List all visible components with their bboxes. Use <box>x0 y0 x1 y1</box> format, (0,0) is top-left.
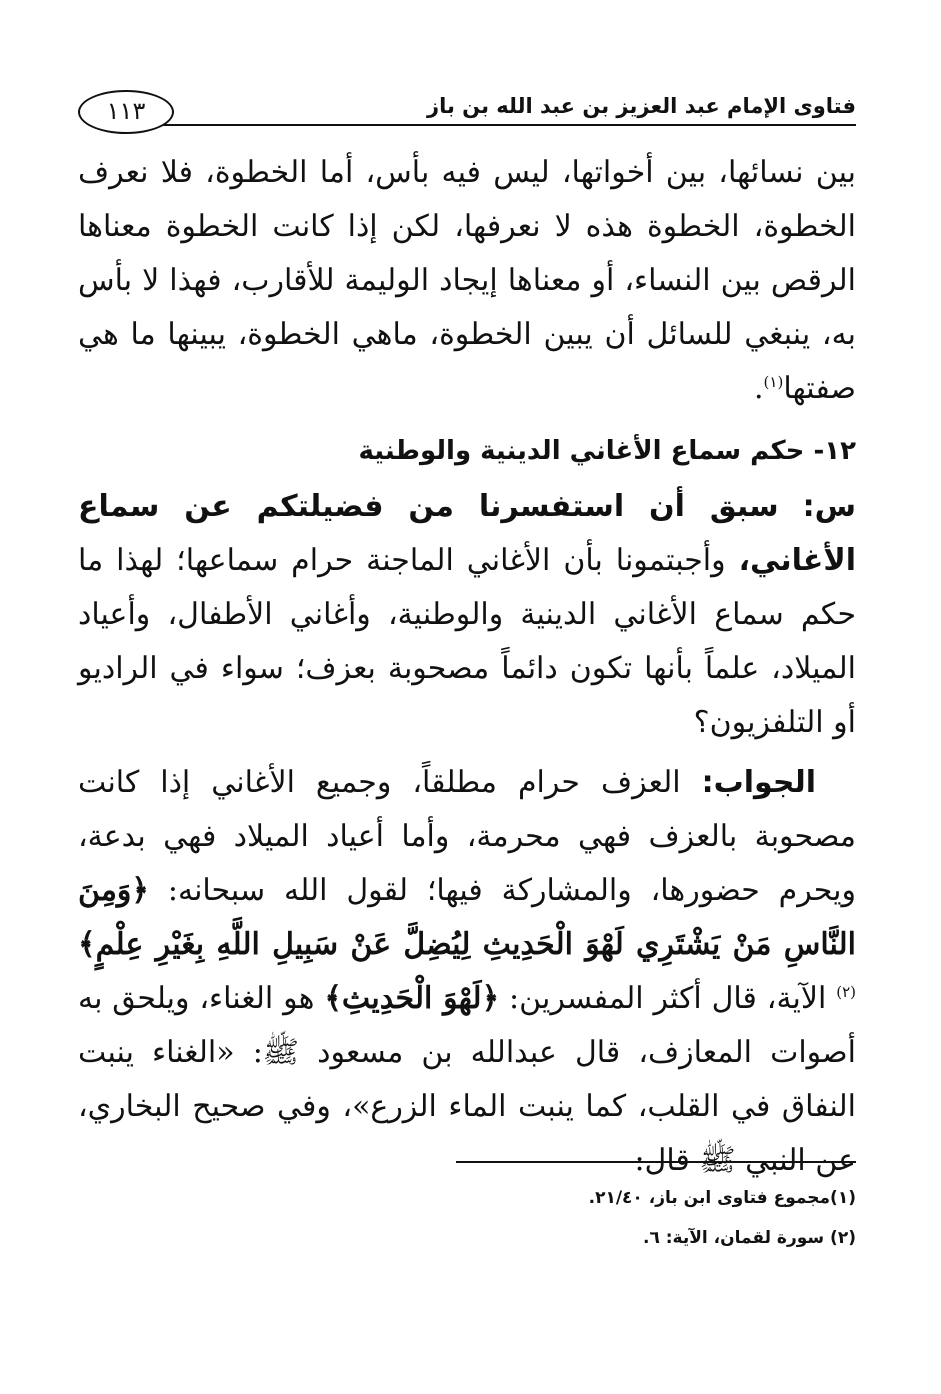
answer-label: الجواب: <box>701 765 816 800</box>
answer-paragraph <box>78 756 856 1188</box>
footnote-2: (٢) سورة لقمان، الآية: ٦. <box>642 1228 856 1248</box>
book-title: فتاوى الإمام عبد العزيز بن عبد الله بن باز <box>427 94 856 118</box>
page-number: ١١٣ <box>78 90 174 134</box>
question-strong: سبق أن استفسرنا من فضيلتكم عن سماع الأغاني، <box>78 489 856 578</box>
header-rule <box>150 124 856 126</box>
section-heading: ١٢- حكم سماع الأغاني الدينية والوطنية <box>358 436 856 466</box>
intro-text: بين نسائها، بين أخواتها، ليس فيه بأس، أما الخطوة، فلا نعرف الخطوة، الخطوة هذه لا نعرفها، لكن إذا كانت الخطوة معناها الرقص بين النساء، أو معناها إيجاد الوليمة للأقارب، فهذا لا بأس به، ينبغي للسائل أن يبين الخطوة، ماهي الخطوة، يبينها ما هي صفتها <box>78 155 856 406</box>
page-header <box>78 90 856 140</box>
answer-part-3: هو الغناء، ويلحق به أصوات المعازف، قال عبدالله بن مسعود ﷺ: «الغناء ينبت النفاق في القلب، كما ينبت الماء الزرع»، وفي صحيح البخاري، عن النبي ﷺ قال: <box>78 981 856 1178</box>
answer-part-1: العزف حرام مطلقاً، وجميع الأغاني إذا كانت مصحوبة بالعزف فهي محرمة، وأما أعياد الميلاد فهي بدعة، ويحرم حضورها، والمشاركة فيها؛ لقول الله سبحانه: <box>78 765 856 908</box>
question-label: س: <box>802 489 856 524</box>
quran-verse: ﴿وَمِنَ النَّاسِ مَنْ يَشْتَرِي لَهْوَ الْحَدِيثِ لِيُضِلَّ عَنْ سَبِيلِ اللَّهِ بِغَيْرِ عِلْمٍ﴾ <box>78 873 856 962</box>
footnote-rule <box>456 1161 856 1163</box>
intro-paragraph <box>78 146 856 416</box>
question-paragraph <box>78 480 856 750</box>
question-rest: وأجبتمونا بأن الأغاني الماجنة حرام سماعها؛ لهذا ما حكم سماع الأغاني الدينية والوطنية، وأغاني الأطفال، وأعياد الميلاد، علماً بأنها تكون دائماً مصحوبة بعزف؛ سواء في الراديو أو التلفزيون؟ <box>78 543 856 740</box>
footnote-1: (١)مجموع فتاوى ابن باز، ٢١/٤٠. <box>588 1188 856 1208</box>
page-body <box>78 146 856 1188</box>
footnotes <box>156 1178 856 1258</box>
footnote-ref-2: (٢) <box>836 983 856 1001</box>
quran-phrase: ﴿لَهْوَ الْحَدِيثِ﴾ <box>324 981 500 1016</box>
intro-end: . <box>754 371 764 406</box>
footnote-ref-1: (١) <box>763 373 784 391</box>
answer-part-2: الآية، قال أكثر المفسرين: <box>509 981 827 1016</box>
